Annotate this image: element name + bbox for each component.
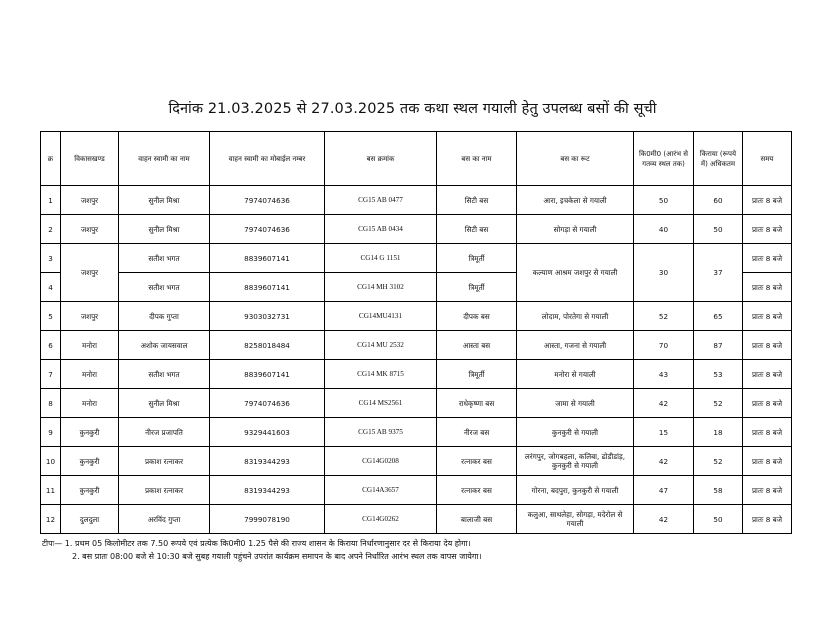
cell-km: 43: [634, 360, 694, 389]
cell-owner: अरविंद गुप्ता: [119, 505, 210, 534]
cell-sno: 8: [41, 389, 61, 418]
cell-bus-no: CG14 MU 2532: [325, 331, 437, 360]
cell-sno: 11: [41, 476, 61, 505]
table-row: [41, 244, 792, 273]
cell-route: लोदाम, पोरतेगा से गयाली: [517, 302, 634, 331]
footnote-2: 2. बस प्रातः 08:00 बजे से 10:30 बजे सुबह गयाली पहुंचने उपरांत कार्यक्रम समापन के बाद अपने निर्धारित आरंभ स्थल तक वापस जायेगा।: [72, 552, 482, 561]
cell-bus-name: दीपक बस: [437, 302, 517, 331]
cell-sno: 9: [41, 418, 61, 447]
cell-block: मनोरा: [61, 389, 119, 418]
cell-block: कुनकुरी: [61, 418, 119, 447]
cell-sno: 4: [41, 273, 61, 302]
header-km: कि0मी0 (आरंभ से गतव्य स्थल तक): [634, 132, 694, 186]
cell-time: प्रातः 8 बजे: [743, 273, 792, 302]
cell-owner: प्रकाश रत्नाकर: [119, 476, 210, 505]
cell-km: 47: [634, 476, 694, 505]
cell-sno: 1: [41, 186, 61, 215]
cell-fare: 50: [694, 215, 743, 244]
table-row: [41, 360, 792, 389]
header-route: बस का रूट: [517, 132, 634, 186]
header-sno: क्र: [41, 132, 61, 186]
cell-owner: अशोक जायसवाल: [119, 331, 210, 360]
cell-bus-no: CG14 MK 8715: [325, 360, 437, 389]
cell-fare: 37: [694, 244, 743, 302]
cell-mobile: 9329441603: [210, 418, 325, 447]
cell-km: 70: [634, 331, 694, 360]
cell-bus-no: CG15 AB 9375: [325, 418, 437, 447]
cell-time: प्रातः 8 बजे: [743, 418, 792, 447]
cell-time: प्रातः 8 बजे: [743, 447, 792, 476]
cell-time: प्रातः 8 बजे: [743, 302, 792, 331]
cell-route: कुनकुरी से गयाली: [517, 418, 634, 447]
cell-block: कुनकुरी: [61, 447, 119, 476]
cell-block: मनोरा: [61, 331, 119, 360]
cell-bus-no: CG14G0208: [325, 447, 437, 476]
cell-bus-no: CG14MU4131: [325, 302, 437, 331]
cell-owner: नीरज प्रजापति: [119, 418, 210, 447]
cell-route: आस्ता, गजना से गयाली: [517, 331, 634, 360]
cell-route: मनोरा से गयाली: [517, 360, 634, 389]
table-row: [41, 331, 792, 360]
cell-km: 52: [634, 302, 694, 331]
cell-time: प्रातः 8 बजे: [743, 389, 792, 418]
table-row: [41, 389, 792, 418]
table-row: [41, 186, 792, 215]
cell-route: कलुआ, साथलेहा, सोगड़ा, मदेरोल से गयाली: [517, 505, 634, 534]
cell-route: सोगड़ा से गयाली: [517, 215, 634, 244]
cell-block: जशपुर: [61, 186, 119, 215]
cell-route: लरंगपुर, जोगबहला, कलिबा, ढोडीडांड़, कुनकुरी से गयाली: [517, 447, 634, 476]
cell-km: 50: [634, 186, 694, 215]
cell-mobile: 8839607141: [210, 360, 325, 389]
cell-mobile: 8319344293: [210, 447, 325, 476]
header-mobile: वाहन स्वामी का मोबाईल नम्बर: [210, 132, 325, 186]
cell-bus-name: सिटी बस: [437, 215, 517, 244]
footnote-1: टीपः— 1. प्रथम 05 किलोमीटर तक 7.50 रूपये एवं प्रत्येक कि0मी0 1.25 पैसे की राज्य शासन के किराया निर्धारणानुसार दर से किराया देय होगा।: [42, 539, 471, 548]
cell-sno: 7: [41, 360, 61, 389]
cell-fare: 52: [694, 447, 743, 476]
cell-fare: 58: [694, 476, 743, 505]
cell-owner: सतीश भगत: [119, 244, 210, 273]
cell-block: दुलदुला: [61, 505, 119, 534]
cell-bus-no: CG14 G 1151: [325, 244, 437, 273]
cell-bus-name: रत्नाकर बस: [437, 447, 517, 476]
cell-sno: 3: [41, 244, 61, 273]
cell-time: प्रातः 8 बजे: [743, 186, 792, 215]
cell-time: प्रातः 8 बजे: [743, 360, 792, 389]
cell-bus-name: आस्ता बस: [437, 331, 517, 360]
header-owner: वाहन स्वामी का नाम: [119, 132, 210, 186]
cell-mobile: 9303032731: [210, 302, 325, 331]
cell-bus-name: नीरज बस: [437, 418, 517, 447]
cell-bus-no: CG15 AB 0477: [325, 186, 437, 215]
page-title: दिनांक 21.03.2025 से 27.03.2025 तक कथा स्थल गयाली हेतु उपलब्ध बसों की सूची: [168, 101, 657, 117]
cell-sno: 2: [41, 215, 61, 244]
header-block: विकासखण्ड: [61, 132, 119, 186]
table-header-row: [41, 132, 792, 186]
table-row: [41, 476, 792, 505]
cell-km: 42: [634, 505, 694, 534]
cell-sno: 5: [41, 302, 61, 331]
table-row: [41, 505, 792, 534]
cell-fare: 60: [694, 186, 743, 215]
footnotes: [42, 537, 482, 563]
cell-owner: सतीश भगत: [119, 273, 210, 302]
cell-bus-name: त्रिमूर्ती: [437, 360, 517, 389]
cell-sno: 6: [41, 331, 61, 360]
cell-time: प्रातः 8 बजे: [743, 505, 792, 534]
cell-bus-name: त्रिमूर्ती: [437, 244, 517, 273]
cell-km: 30: [634, 244, 694, 302]
cell-fare: 18: [694, 418, 743, 447]
cell-fare: 87: [694, 331, 743, 360]
cell-owner: सतीश भगत: [119, 360, 210, 389]
cell-route: आरा, इचकेला से गयाली: [517, 186, 634, 215]
cell-mobile: 7974074636: [210, 389, 325, 418]
cell-owner: दीपक गुप्ता: [119, 302, 210, 331]
cell-time: प्रातः 8 बजे: [743, 476, 792, 505]
header-bus-name: बस का नाम: [437, 132, 517, 186]
cell-owner: प्रकाश रत्नाकर: [119, 447, 210, 476]
cell-bus-no: CG14 MS2561: [325, 389, 437, 418]
cell-block: जशपुर: [61, 244, 119, 302]
cell-sno: 12: [41, 505, 61, 534]
cell-route: जामा से गयाली: [517, 389, 634, 418]
cell-route: गोरना, बदपुरा, कुनकुरी से गयाली: [517, 476, 634, 505]
cell-time: प्रातः 8 बजे: [743, 215, 792, 244]
cell-owner: सुनील मिश्रा: [119, 186, 210, 215]
cell-km: 42: [634, 389, 694, 418]
cell-bus-name: बालाजी बस: [437, 505, 517, 534]
cell-mobile: 8839607141: [210, 244, 325, 273]
cell-block: कुनकुरी: [61, 476, 119, 505]
cell-bus-no: CG14A3657: [325, 476, 437, 505]
header-time: समय: [743, 132, 792, 186]
table-row: [41, 302, 792, 331]
cell-km: 42: [634, 447, 694, 476]
header-fare: किराया (रूपये में) अधिकतम: [694, 132, 743, 186]
cell-mobile: 8319344293: [210, 476, 325, 505]
cell-mobile: 8258018484: [210, 331, 325, 360]
cell-mobile: 7974074636: [210, 186, 325, 215]
cell-bus-name: सिटी बस: [437, 186, 517, 215]
cell-km: 15: [634, 418, 694, 447]
cell-bus-name: राधेकृष्णा बस: [437, 389, 517, 418]
cell-fare: 52: [694, 389, 743, 418]
cell-fare: 65: [694, 302, 743, 331]
cell-block: मनोरा: [61, 360, 119, 389]
table-row: [41, 215, 792, 244]
cell-time: प्रातः 8 बजे: [743, 331, 792, 360]
cell-fare: 53: [694, 360, 743, 389]
cell-mobile: 7974074636: [210, 215, 325, 244]
cell-bus-no: CG15 AB 0434: [325, 215, 437, 244]
cell-bus-name: रत्नाकर बस: [437, 476, 517, 505]
cell-mobile: 7999078190: [210, 505, 325, 534]
cell-owner: सुनील मिश्रा: [119, 389, 210, 418]
cell-block: जशपुर: [61, 215, 119, 244]
table-row: [41, 447, 792, 476]
cell-owner: सुनील मिश्रा: [119, 215, 210, 244]
cell-bus-no: CG14 MH 3102: [325, 273, 437, 302]
cell-mobile: 8839607141: [210, 273, 325, 302]
cell-time: प्रातः 8 बजे: [743, 244, 792, 273]
cell-sno: 10: [41, 447, 61, 476]
header-bus-no: बस क्रमांक: [325, 132, 437, 186]
cell-fare: 50: [694, 505, 743, 534]
cell-block: जशपुर: [61, 302, 119, 331]
cell-km: 40: [634, 215, 694, 244]
table-row: [41, 418, 792, 447]
bus-list-table: [40, 131, 792, 534]
cell-bus-no: CG14G0262: [325, 505, 437, 534]
cell-bus-name: त्रिमूर्ती: [437, 273, 517, 302]
cell-route: कल्याण आश्रम जशपुर से गयाली: [517, 244, 634, 302]
